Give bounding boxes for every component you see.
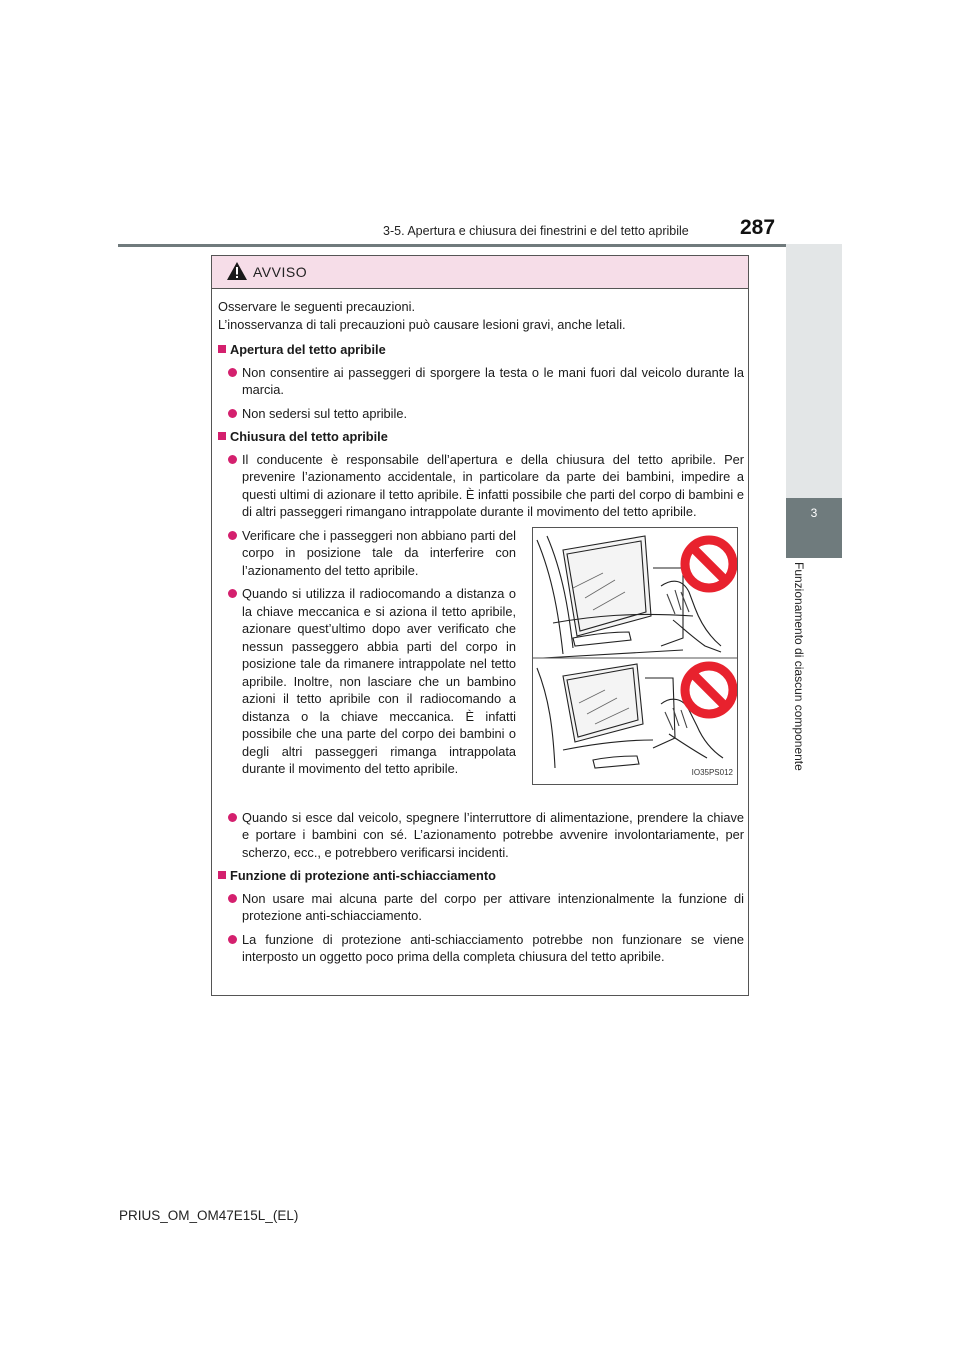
- list-item-text: Non sedersi sul tetto apribile.: [242, 405, 408, 421]
- intro-line: L’inosservanza di tali precauzioni può causare lesioni gravi, anche letali.: [218, 316, 626, 332]
- circle-bullet-icon: [228, 531, 237, 540]
- list-item: [218, 890, 744, 925]
- prohibition-sign-icon: [685, 540, 733, 588]
- list-item-text: La funzione di protezione anti-schiacciamento potrebbe non funzionare se viene interposto un oggetto poco prima della completa chiusura del tetto apribile.: [242, 931, 744, 964]
- list-item-text: Il conducente è responsabile dell’apertura e della chiusura del tetto apribile. Per prevenire l’azionamento accidentale, in particolare da parte dei bambini, impedire a questi ultimi di azionare il tetto apribile. È infatti possibile che parti del corpo di bambini e di altri passeggeri rimangano intrappolate durante il movimento del tetto apribile.: [242, 451, 744, 519]
- page-number: 287: [740, 216, 776, 239]
- square-bullet-icon: [218, 345, 226, 353]
- circle-bullet-icon: [228, 409, 237, 418]
- text-column: [218, 527, 516, 784]
- footer-document-code: PRIUS_OM_OM47E15L_(EL): [119, 1208, 299, 1223]
- prohibition-sign-icon: [685, 666, 733, 714]
- section-heading: [218, 428, 744, 446]
- list-item-text: Non usare mai alcuna parte del corpo per attivare intenzionalmente la funzione di protezione anti-schiacciamento.: [242, 890, 744, 923]
- circle-bullet-icon: [228, 589, 237, 598]
- list-item: [218, 451, 744, 521]
- list-item: [218, 364, 744, 399]
- list-item: [218, 931, 744, 966]
- circle-bullet-icon: [228, 368, 237, 377]
- warning-box: [211, 255, 749, 996]
- list-item: [218, 405, 744, 423]
- side-tab-strip: [786, 244, 842, 500]
- header-section-title: 3-5. Apertura e chiusura dei finestrini e del tetto apribile: [383, 224, 689, 238]
- warning-title: AVVISO: [253, 264, 308, 280]
- warning-triangle-icon: [226, 261, 248, 281]
- side-tab-chapter-title: Funzionamento di ciascun componente: [792, 562, 806, 771]
- warning-header: [212, 256, 748, 289]
- warning-body: [218, 298, 744, 972]
- list-item: [218, 585, 516, 778]
- section-heading: [218, 341, 744, 359]
- list-item-text: Verificare che i passeggeri non abbiano parti del corpo in posizione tale da interferire con l’azionamento del tetto apribile.: [242, 527, 516, 578]
- list-item: [218, 809, 744, 862]
- section-heading-text: Apertura del tetto apribile: [230, 342, 386, 357]
- section-heading-text: Chiusura del tetto apribile: [230, 429, 388, 444]
- figure-code: IO35PS012: [691, 768, 733, 777]
- intro-line: Osservare le seguenti precauzioni.: [218, 299, 416, 314]
- list-item-text: Quando si utilizza il radiocomando a distanza o la chiave meccanica e si aziona il tetto apribile, azionare quest’ultimo dopo aver verificato che nessun passeggero abbia parti del corpo in posizione tale da rimanere intrappolate nel tetto apribile. Inoltre, non lasciare che un bambino azioni il tetto apribile con il radiocomando a distanza o la chiave meccanica. È infatti possibile che una parte del corpo dei bambini o degli altri passeggeri rimanga intrappolata durante il movimento del tetto apribile.: [242, 586, 516, 776]
- section-heading: [218, 867, 744, 885]
- list-item-text: Non consentire ai passeggeri di sporgere la testa o le mani fuori dal veicolo durante la marcia.: [242, 364, 744, 397]
- circle-bullet-icon: [228, 935, 237, 944]
- circle-bullet-icon: [228, 894, 237, 903]
- circle-bullet-icon: [228, 455, 237, 464]
- list-item: [218, 527, 516, 580]
- circle-bullet-icon: [228, 813, 237, 822]
- side-tab-chapter-number[interactable]: 3: [786, 498, 842, 558]
- header-rule: [118, 244, 841, 247]
- sunroof-warning-illustration: [532, 527, 738, 785]
- section-heading-text: Funzione di protezione anti-schiacciamento: [230, 868, 496, 883]
- sunroof-illustration-drawing: [533, 528, 737, 784]
- list-item-text: Quando si esce dal veicolo, spegnere l’interruttore di alimentazione, prendere la chiave e portare i bambini con sé. L’azionamento potrebbe avvenire involontariamente, per scherzo, ecc., e potrebbero verificarsi incidenti.: [242, 809, 744, 860]
- square-bullet-icon: [218, 871, 226, 879]
- text-with-figure: [218, 527, 744, 803]
- square-bullet-icon: [218, 432, 226, 440]
